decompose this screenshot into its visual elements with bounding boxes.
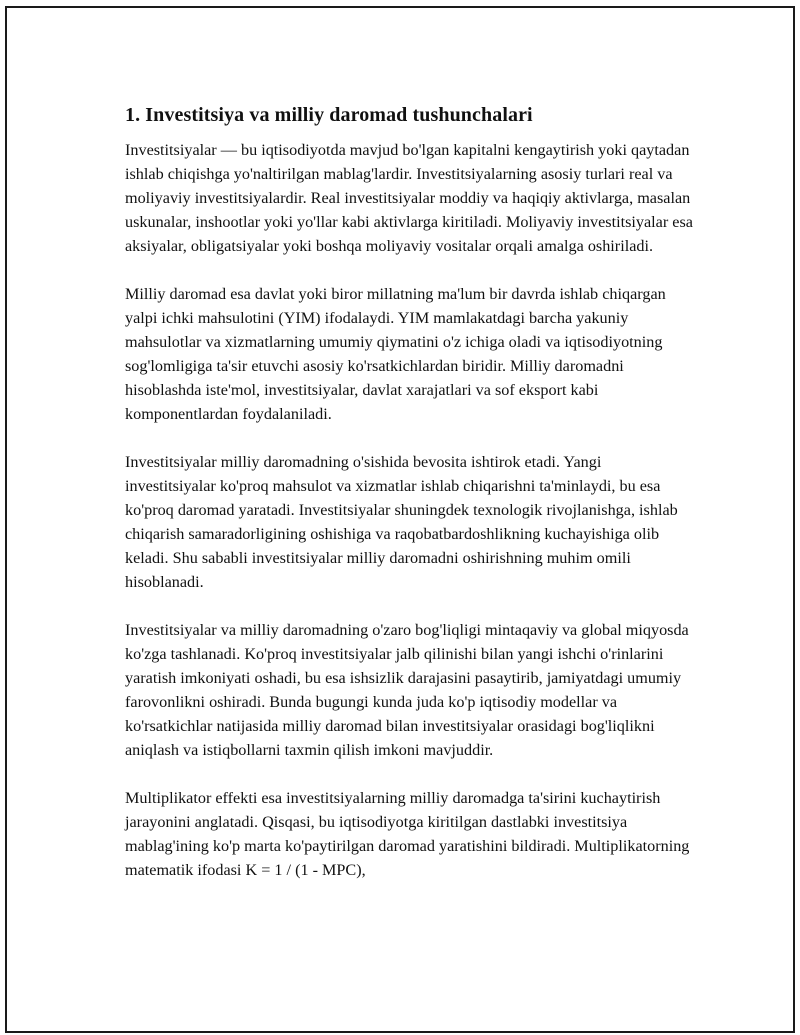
paragraph-investments-definition: Investitsiyalar — bu iqtisodiyotda mavjud bo'lgan kapitalni kengaytirish yoki qaytadan ishlab chiqishga yo'naltirilgan mablag'lardir. Investitsiyalarning asosiy turlari real va moliyaviy investitsiyalardir. Real investitsiyalar moddiy va haqiqiy aktivlarga, masalan uskunalar, inshootlar yoki yo'llar kabi aktivlarga kiritiladi. Moliyaviy investitsiyalar esa aksiyalar, obligatsiyalar yoki boshqa moliyaviy vositalar orqali amalga oshiriladi. <box>125 141 693 255</box>
document-page <box>5 6 795 1033</box>
paragraph-investment-growth: Investitsiyalar milliy daromadning o'sishida bevosita ishtirok etadi. Yangi investitsiyalar ko'proq mahsulot va xizmatlar ishlab chiqarishni ta'minlaydi, bu esa ko'proq daromad yaratadi. Investitsiyalar shuningdek texnologik rivojlanishga, ishlab chiqarish samaradorligining oshishiga va raqobatbardoshlikning kuchayishiga olib keladi. Shu sababli investitsiyalar milliy daromadni oshirishning muhim omili hisoblanadi. <box>125 453 678 591</box>
paragraph-national-income: Milliy daromad esa davlat yoki biror millatning ma'lum bir davrda ishlab chiqargan yalpi ichki mahsulotini (YIM) ifodalaydi. YIM mamlakatdagi barcha yakuniy mahsulotlar va xizmatlarning umumiy qiymatini o'z ichiga oladi va iqtisodiyotning sog'lomligiga ta'sir etuvchi asosiy ko'rsatkichlardan biridir. Milliy daromadni hisoblashda iste'mol, investitsiyalar, davlat xarajatlari va sof eksport kabi komponentlardan foydalaniladi. <box>125 285 666 423</box>
paragraph-multiplier-effect: Multiplikator effekti esa investitsiyalarning milliy daromadga ta'sirini kuchaytirish jarayonini anglatadi. Qisqasi, bu iqtisodiyotga kiritilgan dastlabki investitsiya mablag'ining ko'p marta ko'paytirilgan daromad yaratishini bildiradi. Multiplikatorning matematik ifodasi K = 1 / (1 - MPC), <box>125 789 690 879</box>
paragraph-interdependence: Investitsiyalar va milliy daromadning o'zaro bog'liqligi mintaqaviy va global miqyosda ko'zga tashlanadi. Ko'proq investitsiyalar jalb qilinishi bilan yangi ishchi o'rinlarini yaratish imkoniyati oshadi, bu esa ishsizlik darajasini pasaytirib, jamiyatdagi umumiy farovonlikni oshiradi. Bunda bugungi kunda juda ko'p iqtisodiy modellar va ko'rsatkichlar natijasida milliy daromad bilan investitsiyalar orasidagi bog'liqlikni aniqlash va istiqbollarni taxmin qilish imkoni mavjuddir. <box>125 621 689 759</box>
document-body <box>125 102 695 906</box>
section-heading: 1. Investitsiya va milliy daromad tushunchalari <box>125 104 533 126</box>
